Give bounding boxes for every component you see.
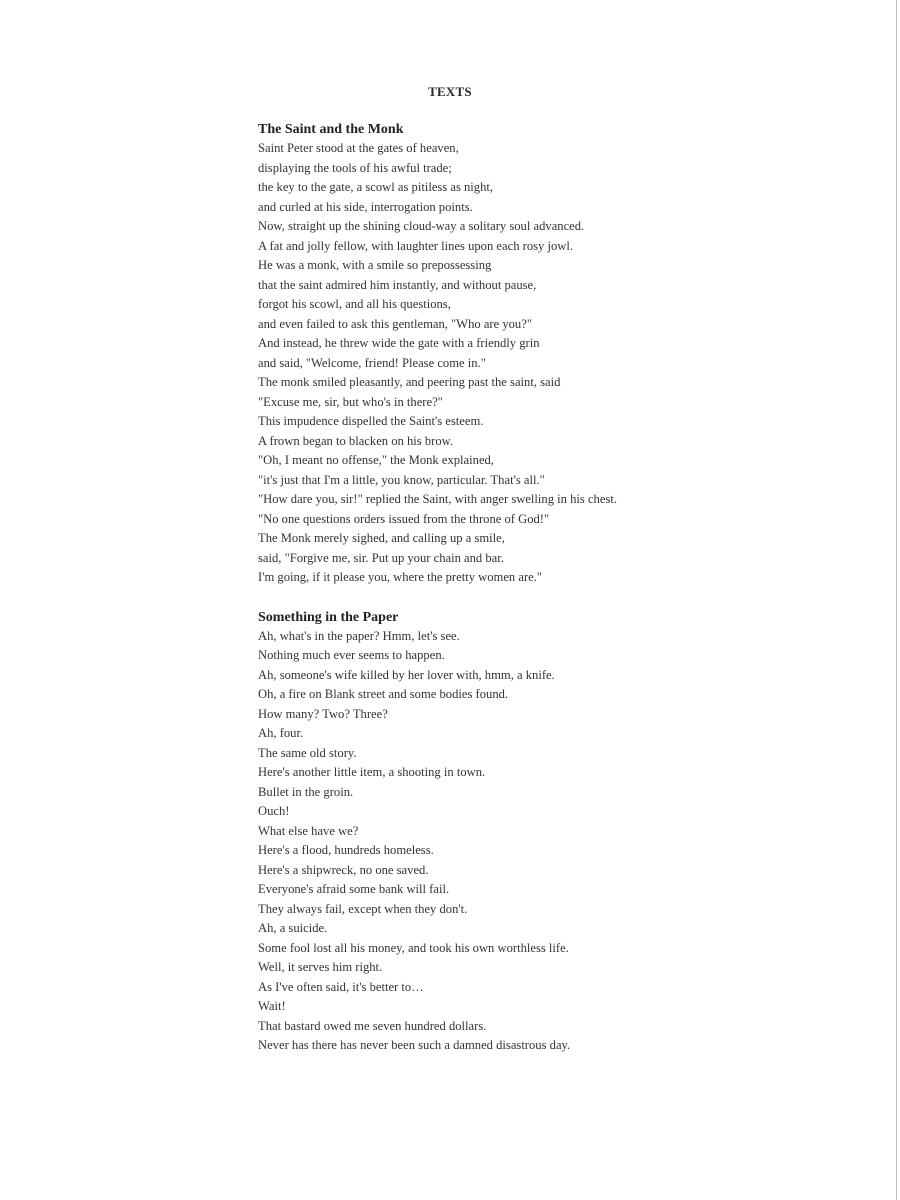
poem-line: and even failed to ask this gentleman, "Who are you?" (258, 316, 532, 331)
poem-line: As I've often said, it's better to… (258, 979, 424, 994)
poem-line: Oh, a fire on Blank street and some bodies found. (258, 687, 509, 701)
poem-line: Ah, someone's wife killed by her lover with, hmm, a knife. (258, 667, 555, 682)
poem-line: Now, straight up the shining cloud-way a solitary soul advanced. (258, 219, 585, 233)
poem-line: "Oh, I meant no offense," the Monk explained, (258, 453, 494, 467)
poem-lines (258, 627, 638, 1056)
poem-line: Nothing much ever seems to happen. (258, 648, 445, 662)
poem-line: the key to the gate, a scowl as pitiless as night, (258, 180, 494, 194)
poem-line: said, "Forgive me, sir. Put up your chain and bar. (258, 550, 504, 565)
poem-line: "No one questions orders issued from the throne of God!" (258, 511, 550, 526)
poem-line: That bastard owed me seven hundred dollars. (258, 1018, 487, 1033)
poem-line: "it's just that I'm a little, you know, particular. That's all." (258, 472, 545, 487)
poem-line: Saint Peter stood at the gates of heaven, (258, 141, 459, 155)
poem-line: Never has there has never been such a damned disastrous day. (258, 1038, 571, 1052)
page-header: TEXTS (428, 84, 472, 99)
poem-title: Something in the Paper (258, 609, 399, 625)
poem-line: "How dare you, sir!" replied the Saint, with anger swelling in his chest. (258, 492, 617, 506)
poems-container (258, 120, 638, 1056)
poem-line: Here's another little item, a shooting in town. (258, 765, 486, 779)
poem-line: Ah, four. (258, 726, 304, 740)
poem-line: And instead, he threw wide the gate with a friendly grin (258, 336, 540, 350)
poem-line: displaying the tools of his awful trade; (258, 160, 452, 175)
poem-line: and said, "Welcome, friend! Please come in." (258, 355, 486, 370)
poem-line: They always fail, except when they don't. (258, 901, 468, 916)
poem-lines (258, 139, 638, 588)
poem-line: Ah, a suicide. (258, 921, 328, 935)
poem-line: that the saint admired him instantly, and without pause, (258, 277, 537, 292)
poem-line: Some fool lost all his money, and took his own worthless life. (258, 940, 569, 955)
poem-line: and curled at his side, interrogation points. (258, 199, 473, 214)
poem-line: What else have we? (258, 823, 359, 838)
poem-line: Ouch! (258, 804, 290, 818)
poem-line: Everyone's afraid some bank will fail. (258, 882, 450, 896)
poem-line: He was a monk, with a smile so prepossessing (258, 258, 492, 272)
poem-line: The monk smiled pleasantly, and peering past the saint, said (258, 375, 561, 389)
poem-line: I'm going, if it please you, where the pretty women are." (258, 570, 543, 584)
poem-line: The same old story. (258, 745, 357, 760)
poem-line: Well, it serves him right. (258, 960, 383, 974)
poem-line: Wait! (258, 999, 286, 1013)
poem-saint-and-monk (258, 120, 638, 588)
poem-line: A frown began to blacken on his brow. (258, 433, 454, 448)
poem-line: Ah, what's in the paper? Hmm, let's see. (258, 628, 460, 643)
poem-something-in-paper (258, 608, 638, 1056)
poem-line: Here's a shipwreck, no one saved. (258, 862, 429, 877)
poem-line: Here's a flood, hundreds homeless. (258, 843, 434, 857)
poem-line: How many? Two? Three? (258, 706, 388, 721)
poem-line: This impudence dispelled the Saint's esteem. (258, 414, 484, 428)
poem-line: Bullet in the groin. (258, 784, 354, 799)
poem-line: A fat and jolly fellow, with laughter lines upon each rosy jowl. (258, 238, 574, 253)
poem-line: forgot his scowl, and all his questions, (258, 297, 451, 311)
poem-line: "Excuse me, sir, but who's in there?" (258, 394, 443, 409)
poem-line: The Monk merely sighed, and calling up a smile, (258, 531, 505, 545)
poem-title: The Saint and the Monk (258, 122, 404, 137)
